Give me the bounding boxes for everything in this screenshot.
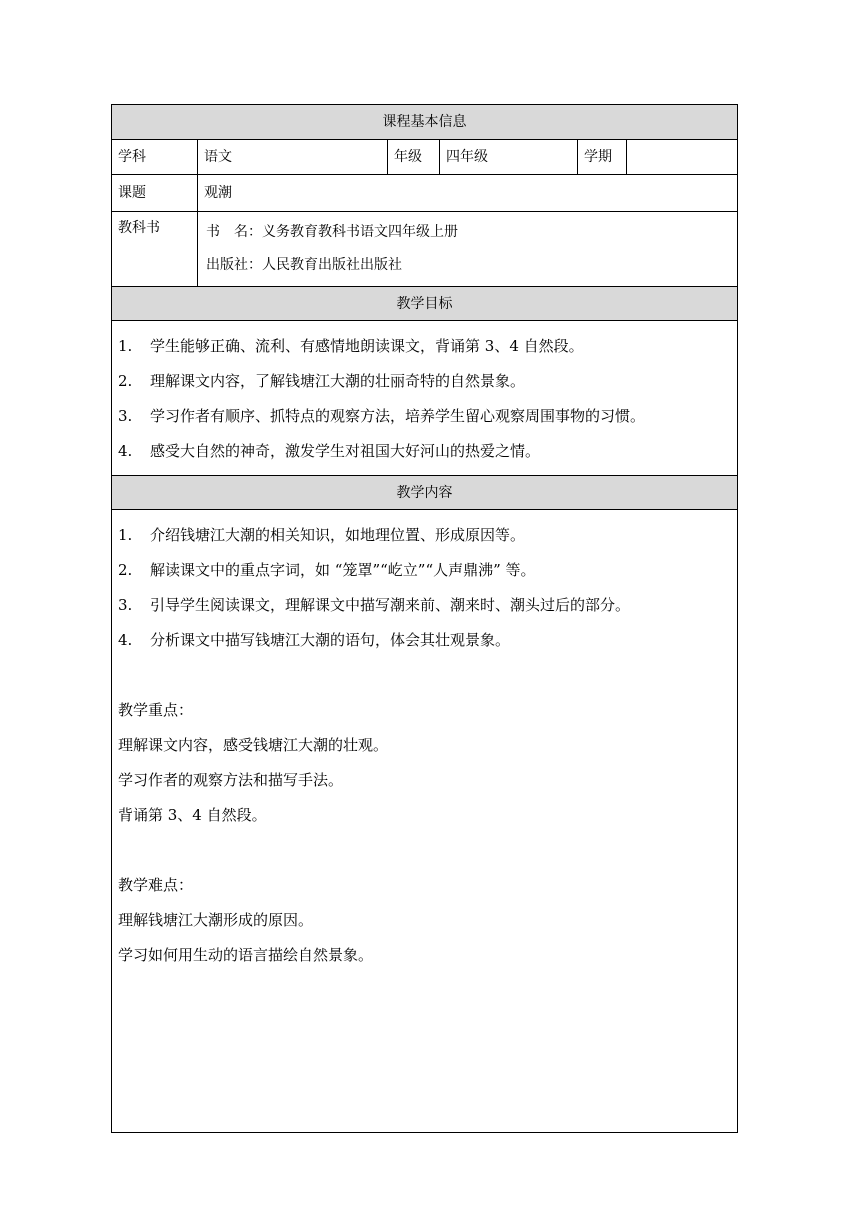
spacer bbox=[118, 833, 731, 868]
title-value: 观潮 bbox=[198, 175, 738, 212]
goals-list bbox=[112, 321, 738, 476]
spacer bbox=[118, 658, 731, 693]
goal-item bbox=[118, 399, 731, 434]
textbook-details bbox=[198, 212, 738, 287]
subject-label: 学科 bbox=[112, 140, 198, 175]
content-text: 解读课文中的重点字词，如 “笼罩”“屹立”“人声鼎沸” 等。 bbox=[150, 561, 536, 579]
grade-value: 四年级 bbox=[440, 140, 578, 175]
title-row bbox=[112, 175, 738, 212]
goals-header-row bbox=[112, 287, 738, 321]
content-item bbox=[118, 588, 731, 623]
goal-number: 3. bbox=[118, 407, 133, 425]
textbook-name: 书 名：义务教育教科书语文四年级上册 bbox=[206, 224, 458, 240]
content-item bbox=[118, 623, 731, 658]
goal-text: 感受大自然的神奇，激发学生对祖国大好河山的热爱之情。 bbox=[150, 442, 541, 460]
content-number: 4. bbox=[118, 631, 133, 649]
key-points-title: 教学重点： bbox=[118, 701, 194, 719]
goals-row bbox=[112, 321, 738, 476]
term-value bbox=[627, 140, 738, 175]
content-item bbox=[118, 553, 731, 588]
goal-text: 学习作者有顺序、抓特点的观察方法，培养学生留心观察周围事物的习惯。 bbox=[150, 407, 646, 425]
content-number: 2. bbox=[118, 561, 133, 579]
content-item bbox=[118, 518, 731, 553]
goal-item bbox=[118, 364, 731, 399]
title-label: 课题 bbox=[112, 175, 198, 212]
goal-number: 4. bbox=[118, 442, 133, 460]
goal-item bbox=[118, 434, 731, 469]
course-info-header-row bbox=[112, 105, 738, 140]
goal-number: 1. bbox=[118, 337, 133, 355]
subject-value: 语文 bbox=[198, 140, 388, 175]
lesson-plan-table bbox=[111, 104, 738, 1133]
goal-item bbox=[118, 329, 731, 364]
term-label: 学期 bbox=[578, 140, 627, 175]
subject-row bbox=[112, 140, 738, 175]
content-text: 介绍钱塘江大潮的相关知识，如地理位置、形成原因等。 bbox=[150, 526, 526, 544]
content-text: 分析课文中描写钱塘江大潮的语句，体会其壮观景象。 bbox=[150, 631, 511, 649]
content-body bbox=[112, 510, 738, 1133]
content-number: 1. bbox=[118, 526, 133, 544]
content-number: 3. bbox=[118, 596, 133, 614]
key-point-item: 理解课文内容，感受钱塘江大潮的壮观。 bbox=[118, 736, 389, 754]
key-point-item: 背诵第 3、4 自然段。 bbox=[118, 806, 267, 824]
goal-number: 2. bbox=[118, 372, 133, 390]
course-info-header: 课程基本信息 bbox=[112, 105, 738, 140]
content-header-row bbox=[112, 476, 738, 510]
difficulty-item: 学习如何用生动的语言描绘自然景象。 bbox=[118, 946, 374, 964]
goal-text: 学生能够正确、流利、有感情地朗读课文，背诵第 3、4 自然段。 bbox=[150, 337, 584, 355]
textbook-row bbox=[112, 212, 738, 287]
content-header: 教学内容 bbox=[112, 476, 738, 510]
grade-label: 年级 bbox=[388, 140, 440, 175]
textbook-label: 教科书 bbox=[112, 212, 198, 287]
goal-text: 理解课文内容，了解钱塘江大潮的壮丽奇特的自然景象。 bbox=[150, 372, 526, 390]
goals-header: 教学目标 bbox=[112, 287, 738, 321]
difficulty-item: 理解钱塘江大潮形成的原因。 bbox=[118, 911, 314, 929]
textbook-publisher: 出版社：人民教育出版社出版社 bbox=[206, 257, 402, 273]
content-text: 引导学生阅读课文，理解课文中描写潮来前、潮来时、潮头过后的部分。 bbox=[150, 596, 631, 614]
content-row bbox=[112, 510, 738, 1133]
difficulties-title: 教学难点： bbox=[118, 876, 194, 894]
key-point-item: 学习作者的观察方法和描写手法。 bbox=[118, 771, 344, 789]
